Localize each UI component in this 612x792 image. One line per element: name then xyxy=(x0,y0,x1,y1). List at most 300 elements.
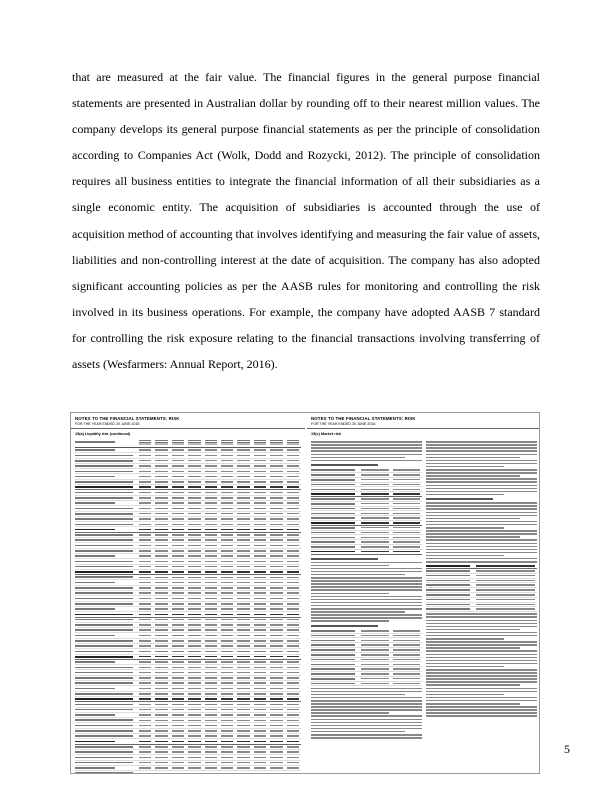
table-cell xyxy=(155,534,167,536)
table-row-label xyxy=(75,619,133,621)
table-cell xyxy=(221,455,233,457)
table-cell xyxy=(205,773,217,774)
text-line xyxy=(426,508,537,510)
table-cell xyxy=(188,502,200,504)
table-cell xyxy=(270,672,282,674)
table-row-label xyxy=(75,460,133,462)
table-cell xyxy=(361,503,389,505)
table-cell xyxy=(237,720,249,722)
table-cell xyxy=(270,592,282,594)
table-cell xyxy=(270,645,282,647)
table-row-label xyxy=(311,551,355,553)
table-cell xyxy=(237,465,249,467)
table-cell xyxy=(205,735,217,737)
table-cell xyxy=(155,714,167,716)
table-cell xyxy=(237,608,249,610)
table-cell xyxy=(393,551,421,553)
table-cell xyxy=(188,661,200,663)
table-cell xyxy=(188,688,200,690)
table-cell xyxy=(205,619,217,621)
table-cell xyxy=(205,550,217,552)
text-line xyxy=(426,463,537,465)
table-cell xyxy=(254,577,266,579)
table-row-label xyxy=(311,668,355,670)
table-cell xyxy=(270,561,282,563)
table-cell xyxy=(237,656,249,658)
text-line xyxy=(426,478,537,480)
table-row-label xyxy=(426,584,470,586)
table-header-cell xyxy=(270,440,282,445)
text-line xyxy=(311,599,422,601)
table-cell xyxy=(172,746,184,748)
text-line xyxy=(426,533,537,535)
table-cell xyxy=(155,688,167,690)
table-cell xyxy=(237,502,249,504)
text-line xyxy=(426,678,537,680)
table-cell xyxy=(172,555,184,557)
table-cell xyxy=(155,582,167,584)
table-cell xyxy=(188,682,200,684)
table-cell xyxy=(188,524,200,526)
table-cell xyxy=(287,656,299,658)
table-cell xyxy=(270,529,282,531)
text-line xyxy=(311,586,422,588)
table-cell xyxy=(270,513,282,515)
table-cell xyxy=(172,667,184,669)
table-cell xyxy=(188,566,200,568)
table-cell xyxy=(237,746,249,748)
table-cell xyxy=(287,725,299,727)
figure-right-subtitle: FOR THE YEAR ENDED 30 JUNE 2016 xyxy=(311,422,376,426)
table-cell xyxy=(155,667,167,669)
table-cell xyxy=(287,476,299,478)
table-cell xyxy=(188,624,200,626)
text-line xyxy=(311,460,422,462)
table-cell xyxy=(188,767,200,769)
text-line xyxy=(426,491,537,493)
table-row-label xyxy=(426,565,470,567)
table-cell xyxy=(270,555,282,557)
table-row-label xyxy=(311,537,355,539)
table-cell xyxy=(188,714,200,716)
table-cell xyxy=(287,497,299,499)
text-line xyxy=(311,725,422,727)
table-cell xyxy=(221,460,233,462)
table-cell xyxy=(172,704,184,706)
table-row-label xyxy=(75,449,115,451)
table-cell xyxy=(188,460,200,462)
table-row-label xyxy=(75,486,133,488)
table-cell xyxy=(254,555,266,557)
table-cell xyxy=(237,455,249,457)
table-cell xyxy=(254,682,266,684)
table-cell xyxy=(139,566,151,568)
table-cell xyxy=(270,629,282,631)
table-cell xyxy=(287,577,299,579)
table-header-cell xyxy=(172,440,184,445)
subheading xyxy=(426,498,493,500)
table-cell xyxy=(221,465,233,467)
table-cell xyxy=(254,624,266,626)
table-row-label xyxy=(75,767,115,769)
text-line xyxy=(311,562,422,564)
table-cell xyxy=(237,651,249,653)
table-cell xyxy=(139,582,151,584)
text-line xyxy=(426,657,537,659)
table-row-label xyxy=(75,672,133,674)
table-cell xyxy=(139,476,151,478)
text-line xyxy=(311,457,405,459)
table-cell xyxy=(188,608,200,610)
table-row-label xyxy=(75,492,133,494)
table-cell xyxy=(205,555,217,557)
text-line xyxy=(426,663,537,665)
table-cell xyxy=(254,720,266,722)
table-cell xyxy=(205,497,217,499)
table-cell xyxy=(393,479,421,481)
text-line xyxy=(426,684,520,686)
text-line xyxy=(426,669,537,671)
figure-left-header xyxy=(71,413,305,429)
table-cell xyxy=(270,492,282,494)
table-cell xyxy=(287,518,299,520)
table-cell xyxy=(139,720,151,722)
text-line xyxy=(426,505,537,507)
text-line xyxy=(426,638,504,640)
table-cell xyxy=(188,651,200,653)
table-cell xyxy=(287,751,299,753)
table-row-label xyxy=(75,762,133,764)
table-cell xyxy=(155,513,167,515)
table-cell xyxy=(155,677,167,679)
text-line xyxy=(426,447,537,449)
table-cell xyxy=(221,513,233,515)
table-cell xyxy=(172,661,184,663)
table-cell xyxy=(254,460,266,462)
table-cell xyxy=(254,598,266,600)
table-cell xyxy=(139,592,151,594)
table-cell xyxy=(270,502,282,504)
table-cell xyxy=(172,550,184,552)
text-line xyxy=(311,728,422,730)
table-cell xyxy=(221,502,233,504)
table-cell xyxy=(361,498,389,500)
table-cell xyxy=(254,529,266,531)
figure-left-subtitle: FOR THE YEAR ENDED 30 JUNE 2016 xyxy=(75,422,140,426)
text-line xyxy=(426,644,537,646)
table-cell xyxy=(139,619,151,621)
table-cell xyxy=(221,550,233,552)
table-cell xyxy=(188,757,200,759)
table-header-cell xyxy=(188,440,200,445)
table-row-label xyxy=(75,524,133,526)
table-cell xyxy=(155,449,167,451)
table-cell xyxy=(205,566,217,568)
text-line xyxy=(426,709,537,711)
table-cell xyxy=(139,693,151,695)
table-row-label xyxy=(75,455,133,457)
table-cell xyxy=(287,709,299,711)
table-cell xyxy=(172,735,184,737)
table-cell xyxy=(205,693,217,695)
table-cell xyxy=(476,604,535,606)
table-cell xyxy=(188,709,200,711)
table-cell xyxy=(139,656,151,658)
table-cell xyxy=(155,751,167,753)
table-cell xyxy=(139,545,151,547)
table-cell xyxy=(172,624,184,626)
text-line xyxy=(426,700,537,702)
table-cell xyxy=(237,492,249,494)
table-row-label xyxy=(311,508,355,510)
table-row-label xyxy=(311,640,355,642)
table-row-label xyxy=(75,476,115,478)
text-line xyxy=(311,583,422,585)
table-cell xyxy=(237,481,249,483)
text-line xyxy=(426,475,520,477)
table-cell xyxy=(172,598,184,600)
table-cell xyxy=(155,603,167,605)
table-cell xyxy=(361,517,389,519)
table-cell xyxy=(205,529,217,531)
table-cell xyxy=(172,751,184,753)
table-cell xyxy=(172,592,184,594)
table-cell xyxy=(393,659,421,661)
table-cell xyxy=(237,539,249,541)
table-cell xyxy=(139,460,151,462)
table-cell xyxy=(287,587,299,589)
table-cell xyxy=(139,735,151,737)
table-cell xyxy=(270,725,282,727)
table-row-label xyxy=(75,614,133,616)
table-cell xyxy=(139,492,151,494)
subheading xyxy=(311,464,378,466)
table-cell xyxy=(237,460,249,462)
table-cell xyxy=(237,508,249,510)
table-cell xyxy=(270,550,282,552)
table-cell xyxy=(221,661,233,663)
table-cell xyxy=(270,656,282,658)
table-row-label xyxy=(311,474,355,476)
table-cell xyxy=(172,455,184,457)
table-cell xyxy=(172,577,184,579)
table-cell xyxy=(476,570,535,572)
table-cell xyxy=(287,529,299,531)
table-row-label xyxy=(311,659,355,661)
subheading xyxy=(311,558,378,560)
table-cell xyxy=(139,471,151,473)
table-cell xyxy=(188,577,200,579)
table-cell xyxy=(393,664,421,666)
table-cell xyxy=(139,667,151,669)
table-cell xyxy=(361,649,389,651)
figure-right-section-heading: 15(c) Market risk xyxy=(311,432,341,436)
table-cell xyxy=(188,471,200,473)
table-cell xyxy=(188,492,200,494)
table-cell xyxy=(287,492,299,494)
table-row-label xyxy=(75,555,115,557)
table-cell xyxy=(172,608,184,610)
table-row-label xyxy=(75,529,115,531)
table-cell xyxy=(237,497,249,499)
text-line xyxy=(426,558,537,560)
table-cell xyxy=(237,529,249,531)
table-cell xyxy=(188,455,200,457)
table-cell xyxy=(221,539,233,541)
table-cell xyxy=(221,741,233,743)
table-cell xyxy=(254,481,266,483)
table-cell xyxy=(221,603,233,605)
table-cell xyxy=(155,720,167,722)
table-cell xyxy=(188,614,200,616)
financial-statements-figure xyxy=(70,412,540,774)
table-cell xyxy=(237,741,249,743)
table-header-label xyxy=(75,441,115,443)
table-cell xyxy=(155,577,167,579)
table-header-cell xyxy=(205,440,217,445)
table-cell xyxy=(361,640,389,642)
mini-table xyxy=(426,564,537,612)
table-cell xyxy=(361,644,389,646)
table-cell xyxy=(139,624,151,626)
table-cell xyxy=(254,497,266,499)
table-cell xyxy=(287,465,299,467)
table-row-label xyxy=(75,576,133,578)
text-line xyxy=(426,613,537,615)
table-cell xyxy=(172,709,184,711)
table-row-label xyxy=(75,497,133,499)
text-line xyxy=(426,681,537,683)
table-cell xyxy=(237,571,249,573)
text-line xyxy=(426,450,537,452)
table-cell xyxy=(188,725,200,727)
table-cell xyxy=(221,582,233,584)
table-cell xyxy=(155,497,167,499)
table-cell xyxy=(361,469,389,471)
table-row-label xyxy=(311,484,355,486)
table-cell xyxy=(254,513,266,515)
text-line xyxy=(426,502,537,504)
table-row-label xyxy=(75,571,133,573)
table-cell xyxy=(270,746,282,748)
table-cell xyxy=(254,561,266,563)
table-cell xyxy=(221,682,233,684)
table-cell xyxy=(172,741,184,743)
table-cell xyxy=(270,688,282,690)
table-cell xyxy=(205,762,217,764)
table-cell xyxy=(270,762,282,764)
table-cell xyxy=(237,751,249,753)
table-row-label xyxy=(75,603,133,605)
table-cell xyxy=(221,773,233,774)
table-cell xyxy=(155,455,167,457)
table-cell xyxy=(188,481,200,483)
table-cell xyxy=(221,730,233,732)
text-line xyxy=(311,568,422,570)
text-line xyxy=(426,620,537,622)
text-line xyxy=(426,623,537,625)
table-cell xyxy=(270,481,282,483)
table-cell xyxy=(139,773,151,774)
table-cell xyxy=(393,673,421,675)
table-row-label xyxy=(426,599,470,601)
table-cell xyxy=(221,677,233,679)
table-cell xyxy=(188,667,200,669)
table-cell xyxy=(205,524,217,526)
table-cell xyxy=(205,651,217,653)
table-cell xyxy=(172,603,184,605)
table-header-cell xyxy=(287,440,299,445)
table-cell xyxy=(270,534,282,536)
table-row-label xyxy=(426,580,470,582)
text-line xyxy=(311,688,422,690)
table-cell xyxy=(237,698,249,700)
table-row-label xyxy=(75,534,133,536)
table-cell xyxy=(254,735,266,737)
table-cell xyxy=(237,619,249,621)
table-cell xyxy=(270,767,282,769)
text-line xyxy=(311,694,405,696)
text-line xyxy=(426,469,537,471)
table-row-label xyxy=(75,719,133,721)
table-cell xyxy=(221,571,233,573)
table-cell xyxy=(172,730,184,732)
table-cell xyxy=(221,751,233,753)
table-cell xyxy=(139,555,151,557)
table-cell xyxy=(188,598,200,600)
table-cell xyxy=(270,709,282,711)
text-line xyxy=(426,472,537,474)
table-cell xyxy=(221,592,233,594)
table-cell xyxy=(287,566,299,568)
table-cell xyxy=(237,672,249,674)
table-cell xyxy=(221,651,233,653)
table-cell xyxy=(221,545,233,547)
table-row-label xyxy=(75,688,115,690)
text-line xyxy=(426,481,537,483)
table-cell xyxy=(254,508,266,510)
table-cell xyxy=(393,498,421,500)
text-line xyxy=(311,593,389,595)
table-cell xyxy=(254,455,266,457)
text-line xyxy=(426,555,504,557)
table-cell xyxy=(188,762,200,764)
table-cell xyxy=(361,493,389,495)
table-cell xyxy=(393,522,421,524)
table-cell xyxy=(254,486,266,488)
table-cell xyxy=(221,518,233,520)
table-cell xyxy=(254,534,266,536)
table-row-label xyxy=(75,465,133,467)
table-row-label xyxy=(75,693,133,695)
table-cell xyxy=(287,629,299,631)
table-cell xyxy=(155,773,167,774)
table-cell xyxy=(139,502,151,504)
table-cell xyxy=(476,565,535,567)
table-row-label xyxy=(75,545,133,547)
text-line xyxy=(311,611,405,613)
table-cell xyxy=(205,704,217,706)
table-cell xyxy=(172,508,184,510)
market-risk-columns xyxy=(307,437,540,743)
table-cell xyxy=(155,608,167,610)
table-cell xyxy=(221,693,233,695)
table-cell xyxy=(205,725,217,727)
table-row-label xyxy=(75,667,133,669)
text-line xyxy=(426,654,537,656)
figure-right-title: NOTES TO THE FINANCIAL STATEMENTS: RISK xyxy=(311,416,416,421)
table-cell xyxy=(237,640,249,642)
